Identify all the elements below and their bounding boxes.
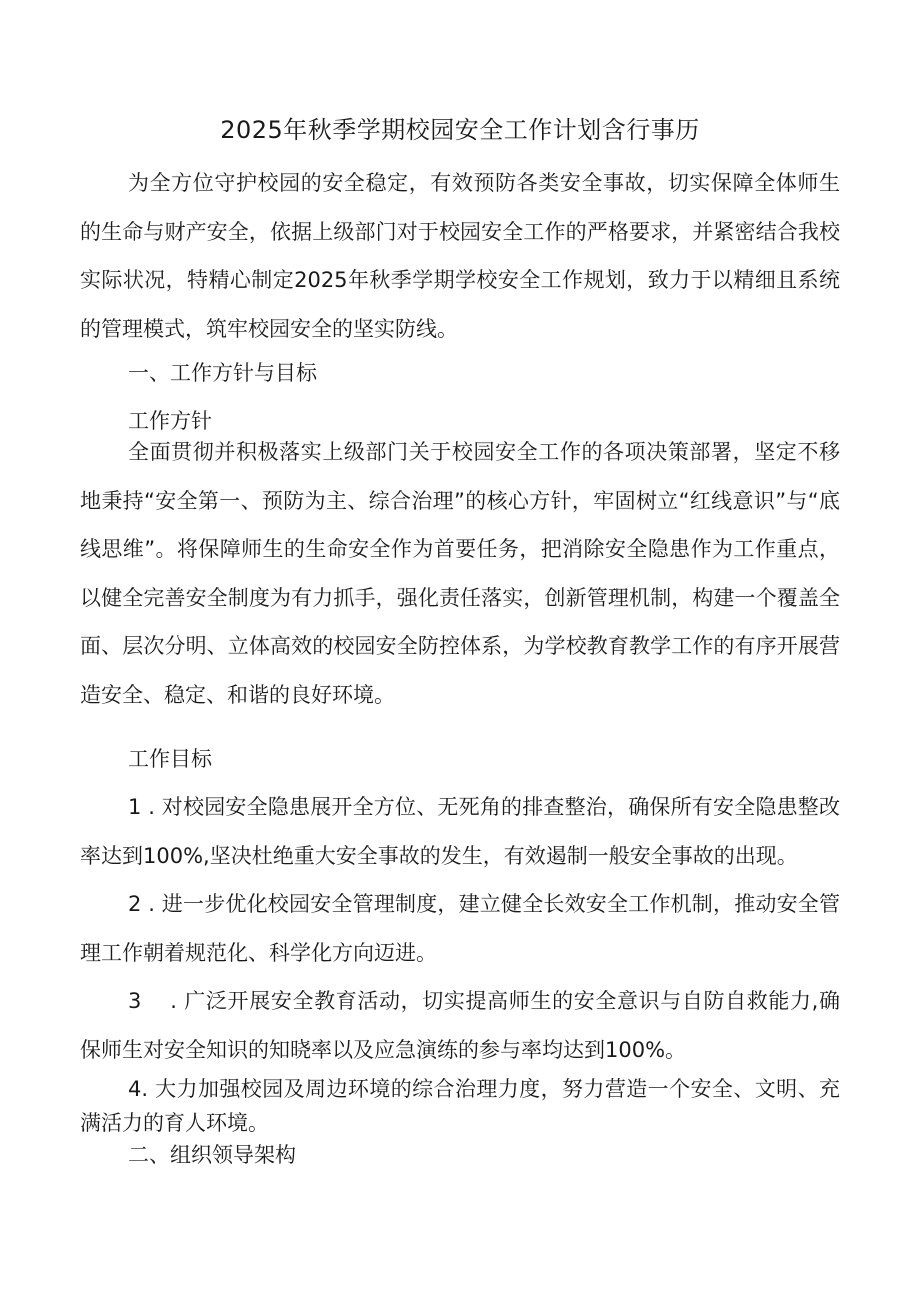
intro-paragraph: 为全方位守护校园的安全稳定，有效预防各类安全事故，切实保障全体师生的生命与财产安全，依据上级部门对于校园安全工作的严格要求，并紧密结合我校实际状况，特精心制定2025年秋季学期学校安全工作规划，致力于以精细且系统的管理模式，筑牢校园安全的坚实防线。	[80, 171, 840, 341]
section-heading-1: 一、工作方针与目标	[128, 361, 317, 385]
policy-heading: 工作方针	[128, 409, 212, 433]
goal-item-1: 1 . 对校园安全隐患展开全方位、无死角的排查整治，确保所有安全隐患整改率达到100%,坚决杜绝重大安全事故的发生，有效遏制一般安全事故的出现。	[80, 795, 840, 868]
goals-heading: 工作目标	[128, 747, 212, 771]
goal-item-4: 4. 大力加强校园及周边环境的综合治理力度，努力营造一个安全、文明、充满活力的育人环境。	[80, 1077, 840, 1135]
goal-item-2: 2 . 进一步优化校园安全管理制度，建立健全长效安全工作机制，推动安全管理工作朝着规范化、科学化方向迈进。	[80, 892, 840, 965]
document-title: 2025年秋季学期校园安全工作计划含行事历	[220, 116, 700, 144]
goal-item-3: 3 . 广泛开展安全教育活动，切实提高师生的安全意识与自防自救能力,确保师生对安全知识的知晓率以及应急演练的参与率均达到100%。	[80, 989, 840, 1062]
section-heading-2: 二、组织领导架构	[128, 1143, 296, 1167]
policy-paragraph: 全面贯彻并积极落实上级部门关于校园安全工作的各项决策部署，坚定不移地秉持“安全第一、预防为主、综合治理”的核心方针，牢固树立“红线意识”与“底线思维”。将保障师生的生命安全作为首要任务，把消除安全隐患作为工作重点，以健全完善安全制度为有力抓手，强化责任落实，创新管理机制，构建一个覆盖全面、层次分明、立体高效的校园安全防控体系，为学校教育教学工作的有序开展营造安全、稳定、和谐的良好环境。	[80, 440, 840, 707]
